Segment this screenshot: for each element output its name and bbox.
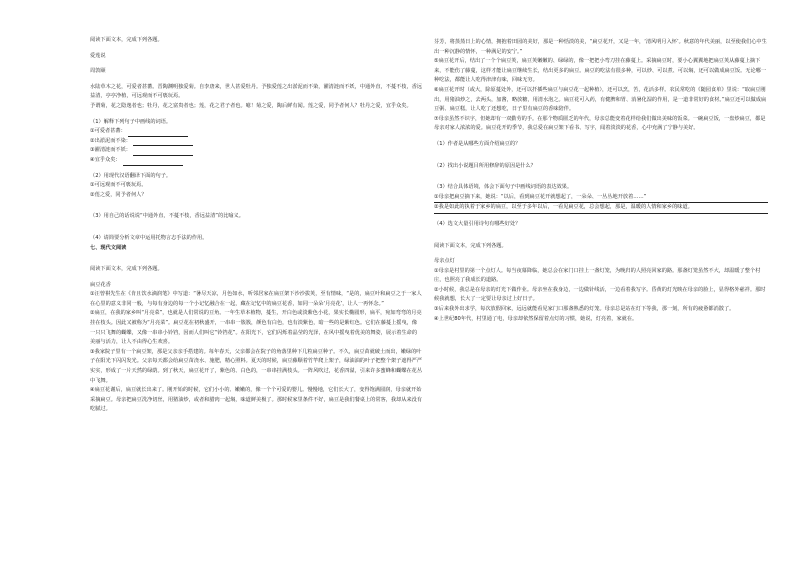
question-3-item: ①母亲把扁豆摘下来，她说：“以后，看到扁豆花开就想起了，一朵朵、一丛丛地开放着……”	[434, 193, 768, 204]
question-4: （4）请简要分析文章中运用托物言志手法的作用。	[90, 234, 208, 241]
question-1-item: ③濯清涟而不妖：	[90, 146, 422, 156]
question-1: （1）解释下列句子中画线的词语。	[90, 118, 172, 125]
passage3-title: 母亲点灯	[434, 258, 455, 265]
question-3: （3）结合具体语境，体会下面句子中画线词语的表达效果。	[434, 184, 573, 191]
passage1-intro: 阅读下面文本，完成下列各题。	[90, 37, 163, 43]
section-heading: 七、现代文阅读	[90, 244, 127, 251]
passage3-para: ①母亲是村里的第一个点灯人。每当夜幕降临，她总会在家门口挂上一盏灯笼，为晚归的人照亮回家的路。那盏灯笼虽然不大，却温暖了整个村庄，也照亮了我成长的道路。	[434, 267, 761, 284]
passage3-para: ②小时候，我总是在母亲的灯光下做作业。母亲坐在我身边，一边做针线活，一边看着我写字。昏黄的灯光映在母亲的脸上，显得格外慈祥。那时候我就想，长大了一定要让母亲过上好日子。	[434, 286, 766, 303]
passage3-para: ③后来我外出求学，每次放假回家，远远就能看见家门口那盏熟悉的灯笼。母亲总是站在灯下等我，那一刻，所有的疲惫都消散了。	[434, 306, 735, 313]
passage2-cont: 芬芳，将蒸蒸日上的心情，拥抱着田园的美好，那是一种恬淡的美，“扁豆花开，又是一年，‘清风明月入怀’。秋意的年代美丽，以至使我们心中生出一种沉静的情怀，一种满足的安宁。”	[434, 39, 767, 55]
passage2-para: ⑥扁豆花开时（或大，除原蔓处外，还可以扦插些扁豆与扁豆花一起种植），还可以烹，苦，花活多样。农民常吃的《随园食单》里说：“取扁豆刚出，用猪油炒之，去两头，加酱，略放糖，用清水泡之。扁豆花可入药，有健脾和胃、消暑化湿的作用，是一道非常好的食材。”扁豆还可以做成扁豆粥、扁豆糕，让人吃了还想吃，日子里有扁豆的香味陪伴。	[434, 86, 767, 113]
passage3-para: ④上世纪80年代，村里通了电，母亲却依然保留着点灯的习惯，她说，灯亮着，家就在。	[434, 315, 638, 322]
question-1-item: ②出淤泥而不染：	[90, 137, 422, 147]
question-1-item: ①可爱者甚蕃：	[90, 127, 422, 137]
passage1-para: 水陆草木之花，可爱者甚蕃。晋陶渊明独爱菊。自李唐来，世人甚爱牡丹。予独爱莲之出淤泥而不染，濯清涟而不妖，中通外直，不蔓不枝，香远益清，亭亭净植，可远观而不可亵玩焉。	[90, 83, 423, 100]
question-1: （1）作者是从哪些方面介绍扁豆的？	[434, 140, 521, 147]
question-2-item: ②莲之爱，同予者何人？	[90, 191, 147, 198]
question-2: （2）用现代汉语翻译下面的句子。	[90, 172, 172, 179]
passage2-title: 扁豆花香	[90, 281, 111, 288]
passage2-intro: 阅读下面文本，完成下列各题。	[90, 266, 163, 273]
passage2-para: ③我家院子里有一个扁豆架，那是父亲亲手搭建的。每年春天，父亲都会在院子的角落里种下几粒扁豆种子。不久，扁豆苗就破土而出，嫩绿的叶子在阳光下闪闪发光。父亲每天都会给扁豆苗浇水、施肥，精心照料。夏天的时候，扁豆藤顺着竹竿爬上架子，绿油油的叶子把整个架子遮得严严实实，形成了一片天然的绿荫。到了秋天，扁豆花开了，紫色的、白色的，一串串挂满枝头。一阵风吹过，花香四溢，引来许多蜜蜂和蝴蝶在花丛中飞舞。	[90, 348, 423, 384]
passage2-para: ④扁豆花谢后，扁豆就长出来了。刚开始的时候，它们小小的、嫩嫩的，像一个个可爱的婴儿。慢慢地，它们长大了，变得饱满圆润，母亲就开始采摘扁豆。母亲把扁豆洗净切丝，用猪油炒，或者和腊肉一起焖，味道鲜美极了。那时候家里条件不好，扁豆是我们餐桌上的常客，我却从来没有吃腻过。	[90, 387, 423, 413]
left-column	[90, 36, 422, 415]
question-2: （2）找出小说题目所用修辞的原因是什么？	[434, 162, 536, 169]
question-2-item: ①可远观而不可亵玩焉。	[90, 182, 147, 189]
passage2-para: ⑤扁豆花开后，结出了一个个扁豆荚，扁豆荚嫩嫩的、绿绿的，像一把把小弯刀挂在藤蔓上。采摘扁豆时，要小心翼翼地把扁豆荚从藤蔓上摘下来，不能伤了藤蔓，这样才能让扁豆继续生长，结出更多的扁豆。扁豆的吃法有很多种，可以炒、可以煮、可以焖，还可以做成扁豆饭。无论哪一种吃法，都能让人吃得津津有味，回味无穷。	[434, 58, 767, 84]
question-3-item: ②我是如此的执着于家乡的扁豆，以至于多年以后，一看见扁豆花，总会想起，那是，温暖的人情和家乡的味道。	[434, 203, 768, 214]
question-3: （3）用自己的话说说“中通外直，不蔓不枝，香远益清”的比喻义。	[90, 213, 244, 220]
passage1-para: 予谓菊，花之隐逸者也；牡丹，花之富贵者也；莲，花之君子者也。噫！菊之爱，陶后鲜有闻。莲之爱，同予者何人？牡丹之爱，宜乎众矣。	[90, 102, 412, 109]
passage2-para: ②扁豆，在我的家乡叫“月亮菜”，也就是人们常说的豆角。一年生草本植物，蔓生，开白色或淡紫色小花，果实长椭圆形，扁平，宛如弯弯的月亮挂在枝头。因此又被称为“月亮菜”。扁豆花在初秋盛开，一串串一簇簇，颜色有白色，也有淡紫色，暗一些的是紫红色。它们在藤蔓上摇曳，像一只只飞舞的蝴蝶，又像一串串小铃铛，因而人们叫它“铃铛花”。在阳光下，它们闪烁着晶莹的光泽，在风中摇曳着优美的舞姿，展示着生命的美丽与活力，让人不由得心生欢喜。	[90, 310, 422, 346]
question-4: （4）选文大量引用诗句有哪些好处？	[434, 220, 521, 227]
right-column	[434, 38, 768, 324]
passage3-intro: 阅读下面文本，完成下列各题。	[434, 242, 507, 249]
question-1-item: ④宜乎众矣：	[90, 156, 422, 166]
passage1-title: 爱莲说	[90, 52, 106, 59]
passage2-para: ①汪曾祺先生在《肯且饮水滴润笔》中写道：“暑尽天凉，月色如水，听邻居家在扁豆架下沙沙拔荚，至有情味，“是的，扁豆叶和扁豆之于一家人在心里的意义非同一般，与每有身边的每一个小记忆融合在一起，藏在记忆中的扁豆花香，如同一朵朵‘月亮花’，让人一再怀念。”	[90, 291, 422, 307]
passage1-author: 周敦颐	[90, 68, 106, 75]
passage2-para: ⑦母亲虽然不识字，但她却有一双勤劳的手。在那个物质匮乏的年代，母亲总能变着花样给我们做出美味的饭菜。一碗扁豆饭，一盘炒扁豆，都是母亲对家人浓浓的爱。扁豆花开的季节，我总爱在扁豆架下看书、写字，闻着淡淡的花香，心中充满了宁静与美好。	[434, 115, 766, 132]
